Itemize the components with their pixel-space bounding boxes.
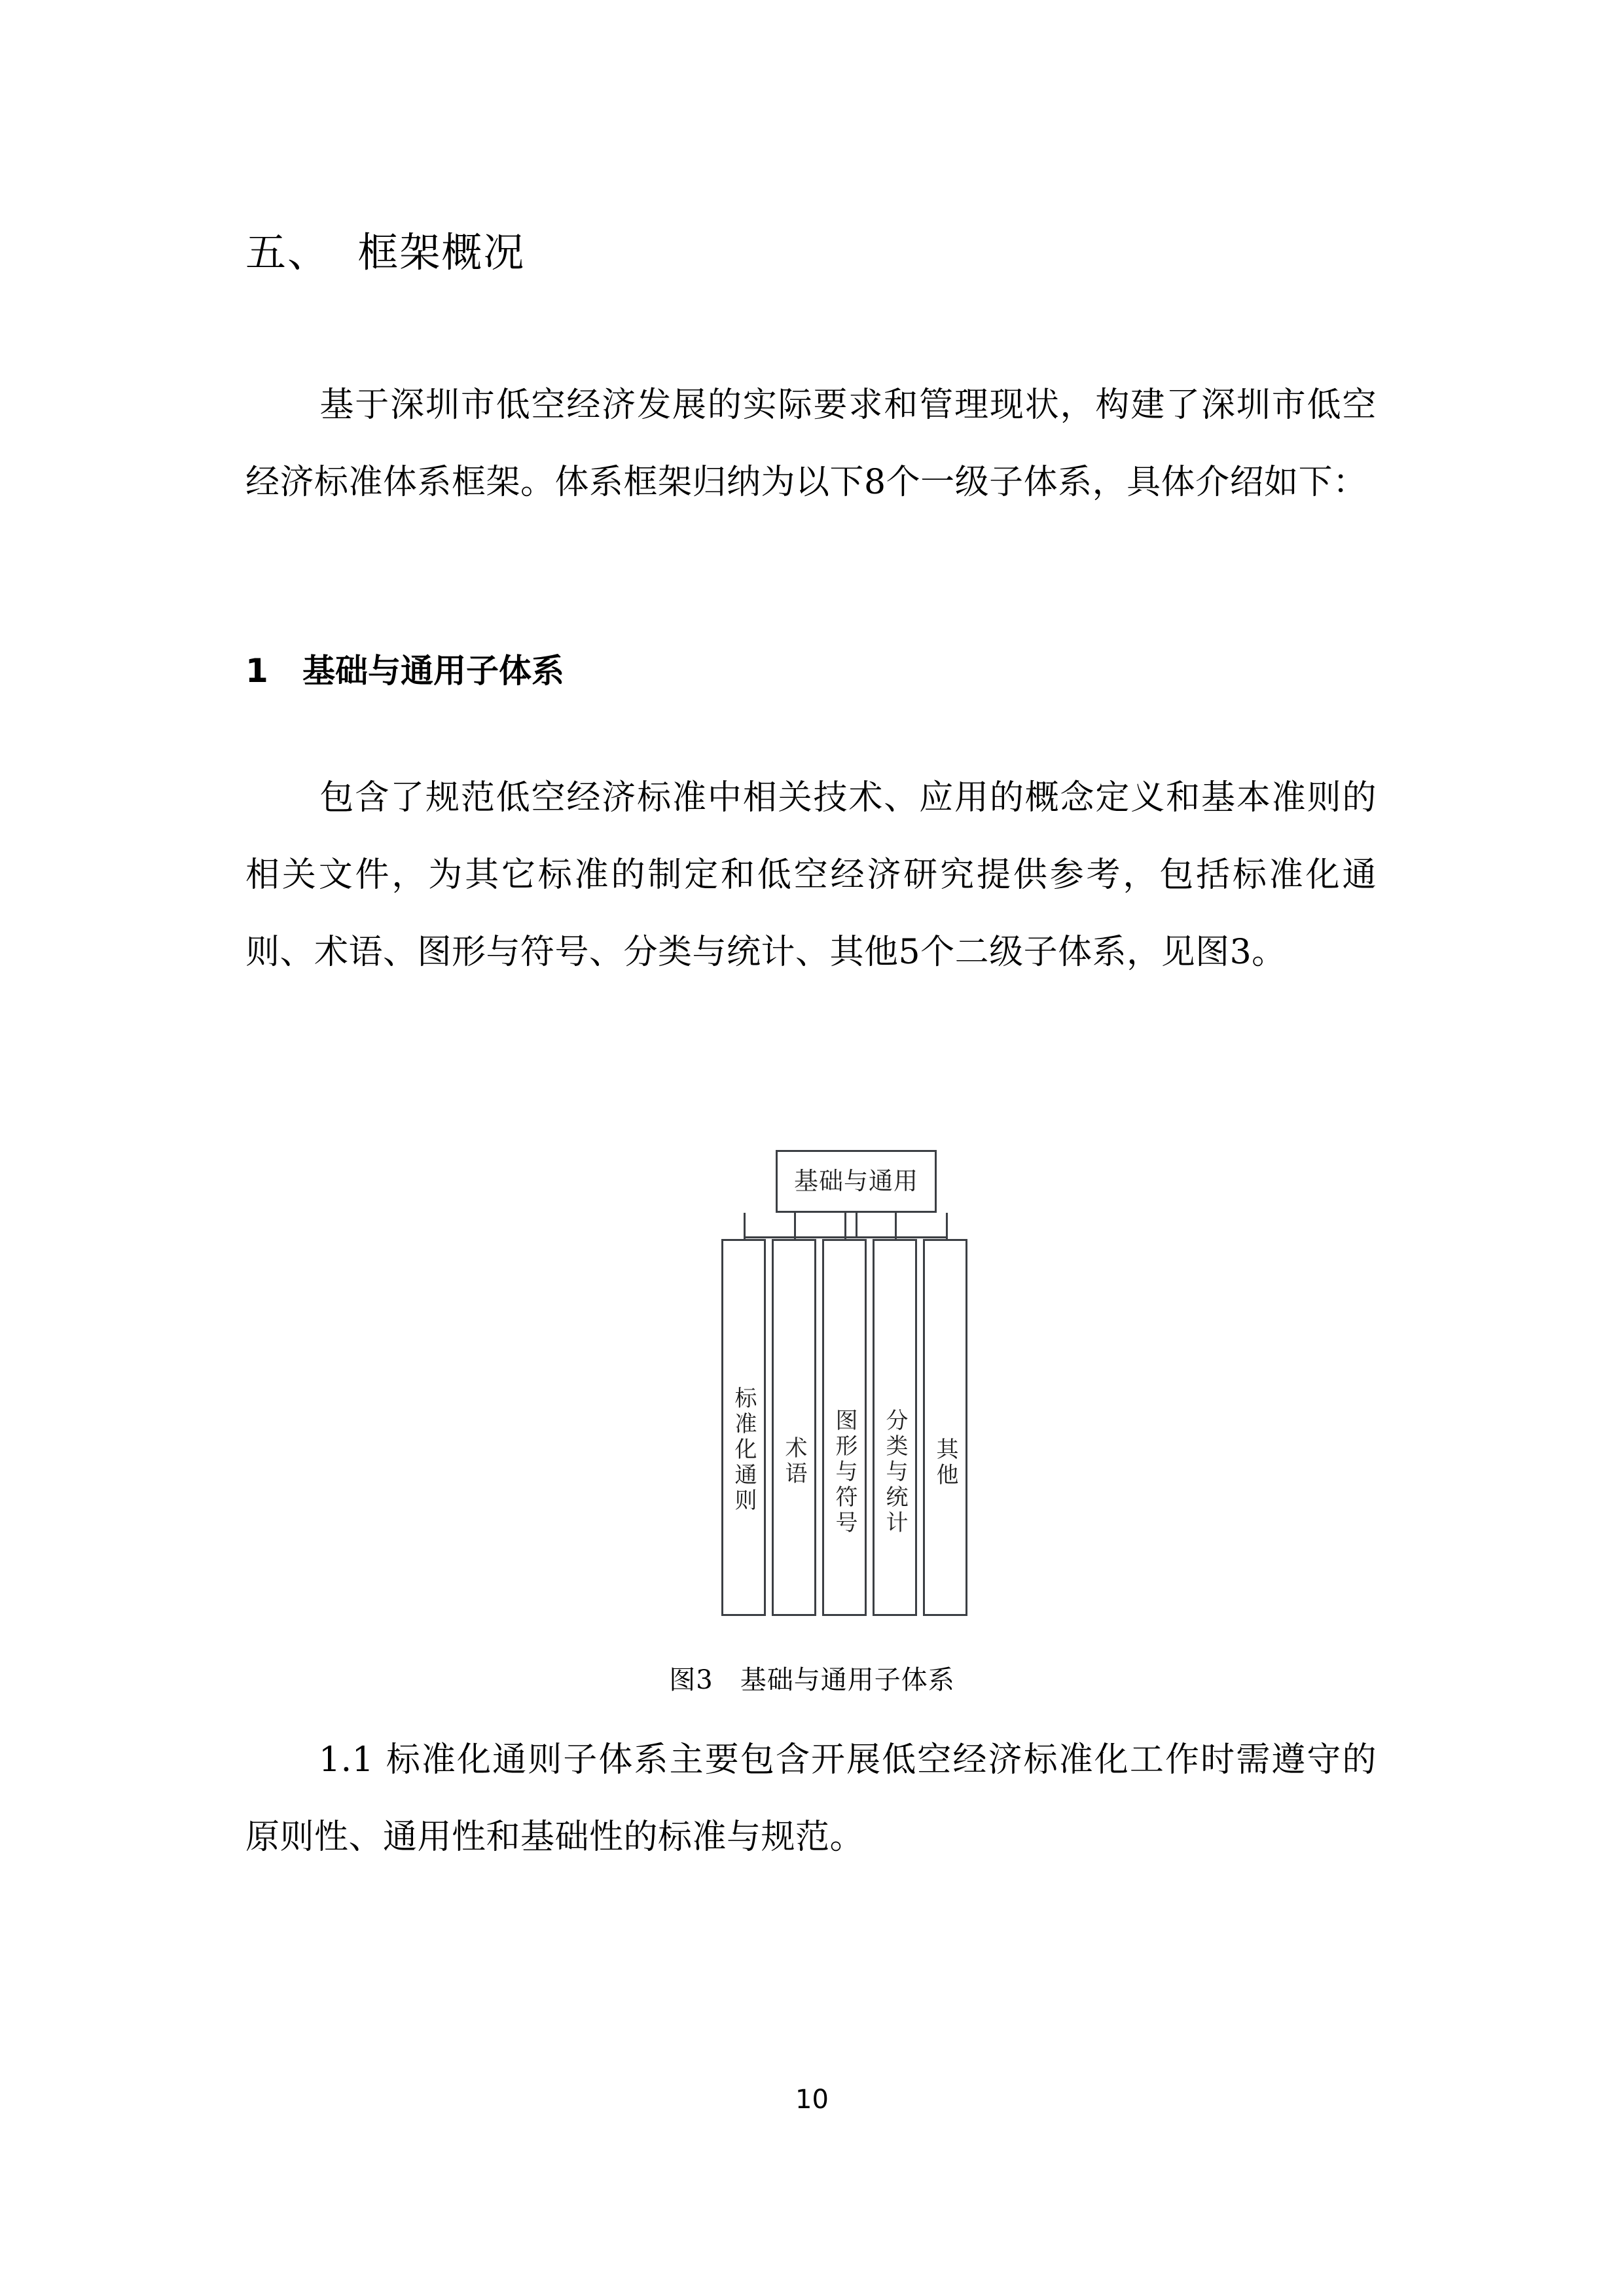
connector-riser-1 (744, 1213, 746, 1239)
figure-caption: 图3 基础与通用子体系 (669, 1665, 955, 1695)
diagram-node-root-label: 基础与通用 (794, 1167, 918, 1195)
diagram-node-label: 术语 (781, 1436, 807, 1487)
paragraph-intro-text: 基于深圳市低空经济发展的实际要求和管理现状，构建了深圳市低空经济标准体系框架。体系框架归纳为以下8个一级子体系，具体介绍如下： (245, 386, 1377, 502)
diagram-node-root (776, 1150, 937, 1213)
connector-riser-2 (794, 1213, 796, 1239)
connector-root-stem (856, 1213, 857, 1236)
connector-riser-3 (844, 1213, 846, 1239)
diagram-node-label: 分类与统计 (882, 1408, 908, 1536)
figure-canvas (719, 1149, 981, 1620)
paragraph-basic-text: 包含了规范低空经济标准中相关技术、应用的概念定义和基本准则的相关文件，为其它标准的制定和低空经济研究提供参考，包括标准化通则、术语、图形与符号、分类与统计、其他5个二级子体系，见图3。 (245, 778, 1377, 972)
page-number: 10 (795, 2085, 829, 2115)
paragraph-intro (245, 367, 1377, 521)
diagram-node-classification-statistics (873, 1239, 917, 1616)
diagram-node-standardization-guidelines (721, 1239, 766, 1616)
diagram-node-label: 其他 (932, 1437, 958, 1488)
paragraph-after-figure (245, 1721, 1377, 1876)
connector-riser-5 (946, 1213, 948, 1239)
paragraph-after-text: 1.1 标准化通则子体系主要包含开展低空经济标准化工作时需遵守的原则性、通用性和基础性的标准与规范。 (245, 1740, 1377, 1857)
diagram-node-graphics-symbols (822, 1239, 867, 1616)
diagram-node-label: 图形与符号 (831, 1408, 857, 1536)
diagram-node-label: 标准化通则 (731, 1386, 757, 1514)
diagram-node-other (923, 1239, 967, 1616)
connector-riser-4 (895, 1213, 897, 1239)
figure-basic-general-subsystem (0, 1149, 1624, 1672)
sub-heading-basic-general: 1 基础与通用子体系 (245, 652, 565, 690)
section-heading: 五、 框架概况 (245, 228, 526, 276)
paragraph-basic-subsystem (245, 759, 1377, 991)
diagram-node-terminology (772, 1239, 816, 1616)
